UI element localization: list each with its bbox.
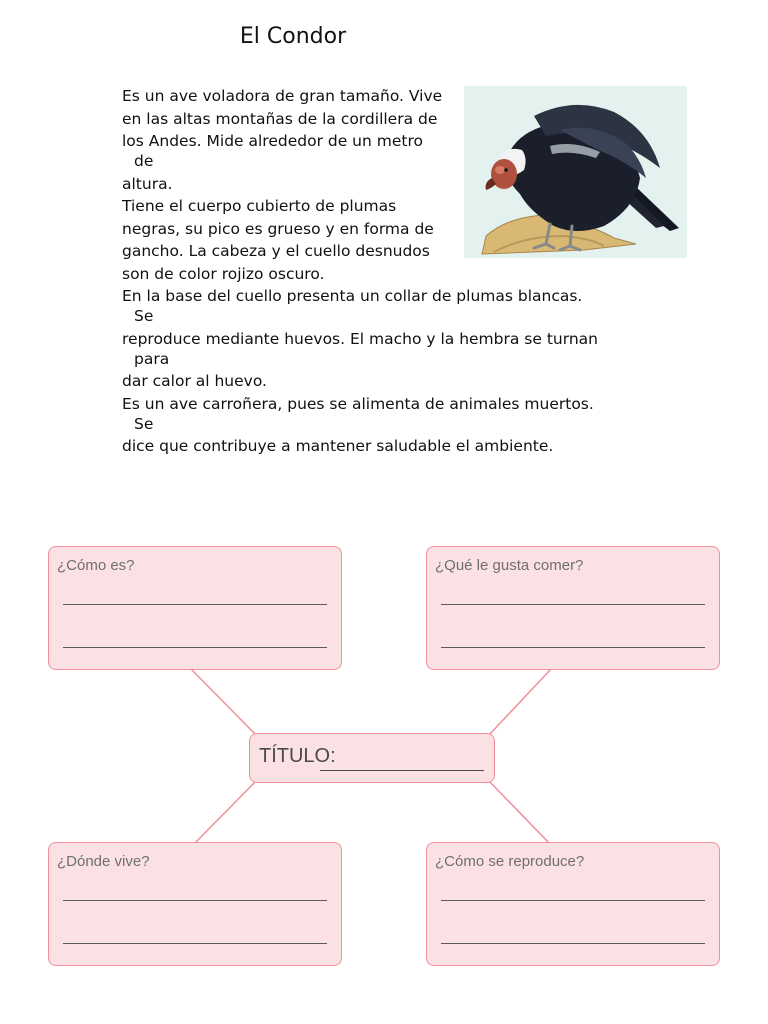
question-label: ¿Cómo es? (57, 557, 135, 574)
text-line: dar calor al huevo. (122, 372, 267, 390)
answer-line[interactable] (63, 943, 327, 944)
answer-line[interactable] (441, 647, 705, 648)
question-label: ¿Qué le gusta comer? (435, 557, 584, 574)
text-line: Es un ave carroñera, pues se alimenta de animales muertos. Se (122, 394, 594, 433)
text-line: altura. (122, 174, 173, 193)
question-box-donde-vive (48, 842, 342, 966)
text-line: en las altas montañas de la cordillera de (122, 109, 438, 128)
text-line: En la base del cuello presenta un collar de plumas blancas. Se (122, 287, 583, 325)
title-answer-line[interactable] (320, 770, 484, 771)
text-line: gancho. La cabeza y el cuello desnudos (122, 242, 430, 260)
text-line: los Andes. Mide alrededor de un metro de (122, 132, 423, 170)
answer-line[interactable] (441, 604, 705, 605)
answer-line[interactable] (441, 900, 705, 901)
text-line: son de color rojizo oscuro. (122, 264, 325, 283)
text-line: Tiene el cuerpo cubierto de plumas (122, 197, 397, 215)
page-title: El Condor (239, 24, 347, 49)
question-label: ¿Dónde vive? (57, 853, 150, 870)
text-line: negras, su pico es grueso y en forma de (122, 219, 434, 238)
answer-line[interactable] (441, 943, 705, 944)
answer-line[interactable] (63, 647, 327, 648)
answer-line[interactable] (63, 604, 327, 605)
question-label: ¿Cómo se reproduce? (435, 853, 585, 870)
text-line: Es un ave voladora de gran tamaño. Vive (122, 87, 443, 105)
text-line: dice que contribuye a mantener saludable el ambiente. (122, 437, 554, 455)
worksheet-diagram (0, 530, 768, 990)
title-box (249, 733, 495, 783)
question-box-como-es (48, 546, 342, 670)
condor-illustration (464, 86, 687, 258)
answer-line[interactable] (63, 900, 327, 901)
question-box-que-come (426, 546, 720, 670)
text-line: reproduce mediante huevos. El macho y la hembra se turnan para (122, 329, 598, 368)
title-label: TÍTULO: (259, 745, 336, 767)
question-box-como-reproduce (426, 842, 720, 966)
